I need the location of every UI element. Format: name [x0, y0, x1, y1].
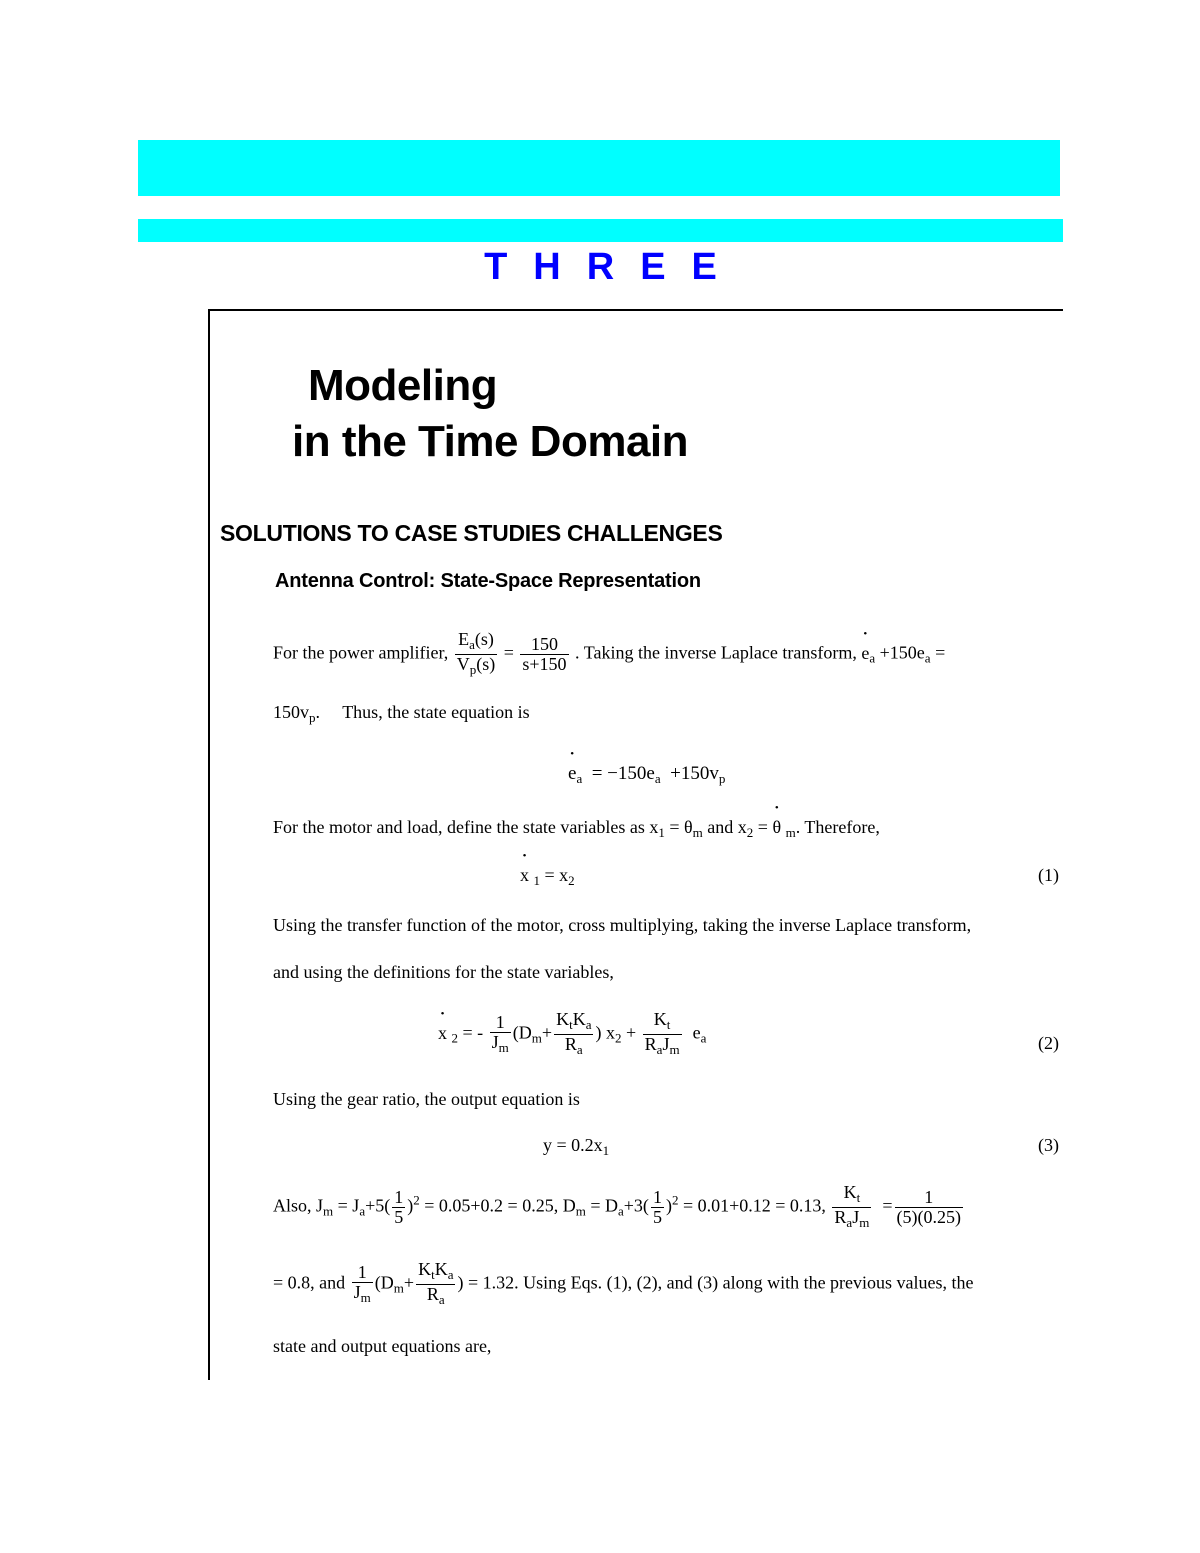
chapter-rule-horizontal	[208, 309, 1063, 311]
p1-mid: . Taking the inverse Laplace transform,	[575, 642, 857, 663]
paragraph-power-amplifier: For the power amplifier, $\frac{E_a(s)}{V_p(s)}$ = $\frac{150}{s+150}$ . Taking the inverse Laplace transform, • $e_a +150e_a$ =	[273, 630, 945, 679]
chapter-title-line2: in the Time Domain	[292, 417, 689, 466]
tf-denominator: s+150	[522, 654, 567, 674]
amplifier-tf-lhs: $\frac{E_a(s)}{V_p(s)}$	[456, 629, 496, 677]
equation-2: • x $_2$ = - $\frac{1}{J_m}$ ($D_m+$ $\frac{K_tK_a}{R_a}$ ) $x_2$ + $\frac{K_t}{R_aJ_m}$ $e_a$	[438, 1010, 706, 1059]
paragraph-power-amplifier-cont: $150v_p$. Thus, the state equation is	[273, 702, 530, 725]
dm-value: = 0.01+0.12 = 0.13,	[682, 1195, 826, 1216]
paragraph-gear-ratio: Using the gear ratio, the output equation is	[273, 1089, 580, 1109]
paragraph-definitions: and using the definitions for the state variables,	[273, 962, 614, 982]
jm-value: = 0.05+0.2 = 0.25,	[424, 1195, 559, 1216]
paragraph-transfer-function: Using the transfer function of the motor, cross multiplying, taking the inverse Laplace transform,	[273, 915, 972, 935]
equation-3: $y = 0.2x_1$	[543, 1135, 610, 1158]
paragraph-motor-load: For the motor and load, define the state variables as $x_1 = \theta_m$ and $x_2$ = • θ $_m$. Therefore,	[273, 817, 880, 841]
equation-3-number: (3)	[1038, 1135, 1059, 1155]
p2-therefore: . Therefore,	[795, 817, 880, 837]
p7-tail: = 1.32. Using Eqs. (1), (2), and (3) along with the previous values, the	[467, 1272, 974, 1293]
kt-frac-den: (5)(0.25)	[896, 1207, 961, 1227]
tf-numerator: 150	[520, 635, 568, 655]
header-band-top	[138, 140, 1060, 196]
chapter-title	[292, 358, 688, 470]
amplifier-tf-rhs	[520, 635, 568, 674]
p1-lead: For the power amplifier,	[273, 642, 449, 663]
paragraph-values-cont: = 0.8, and $\frac{1}{J_m}$ ($D_m+$ $\frac{K_tK_a}{R_a}$ ) = 1.32. Using Eqs. (1), (2), and (3) along with the previous values, the	[273, 1259, 974, 1307]
p1-tail: 150v	[273, 702, 309, 722]
p7-lead: = 0.8, and	[273, 1272, 346, 1293]
equation-1: • x $_1 = x_2$	[520, 865, 575, 889]
paragraph-state-output: state and output equations are,	[273, 1336, 492, 1356]
state-equation-ea: • $e_a = -150e_a +150v_p$	[568, 763, 725, 787]
subsection-heading: Antenna Control: State-Space Representation	[275, 570, 701, 592]
chapter-number: THREE	[484, 246, 743, 288]
equation-2-number: (2)	[1038, 1033, 1059, 1053]
header-band-bottom	[138, 219, 1063, 242]
p6-also: Also,	[273, 1195, 312, 1216]
p1-thus: Thus, the state equation is	[342, 702, 530, 722]
output-equation: y = 0.2x	[543, 1135, 603, 1155]
p2-text: For the motor and load, define the state variables as	[273, 817, 645, 837]
section-heading: SOLUTIONS TO CASE STUDIES CHALLENGES	[220, 520, 723, 546]
paragraph-values: Also, $J_m = J_a+5$( $\frac{1}{5}$ )$^2$ = 0.05+0.2 = 0.25, $D_m = D_a+3$( $\frac{1}{5}$ )$^2$ = 0.01+0.12 = 0.13, $\frac{K_t}{R_aJ_m}$ = $\frac{1}{(5)(0.25)}$	[273, 1182, 961, 1230]
chapter-title-line1: Modeling	[308, 361, 498, 410]
chapter-rule-vertical	[208, 310, 210, 1380]
equation-1-number: (1)	[1038, 865, 1059, 885]
